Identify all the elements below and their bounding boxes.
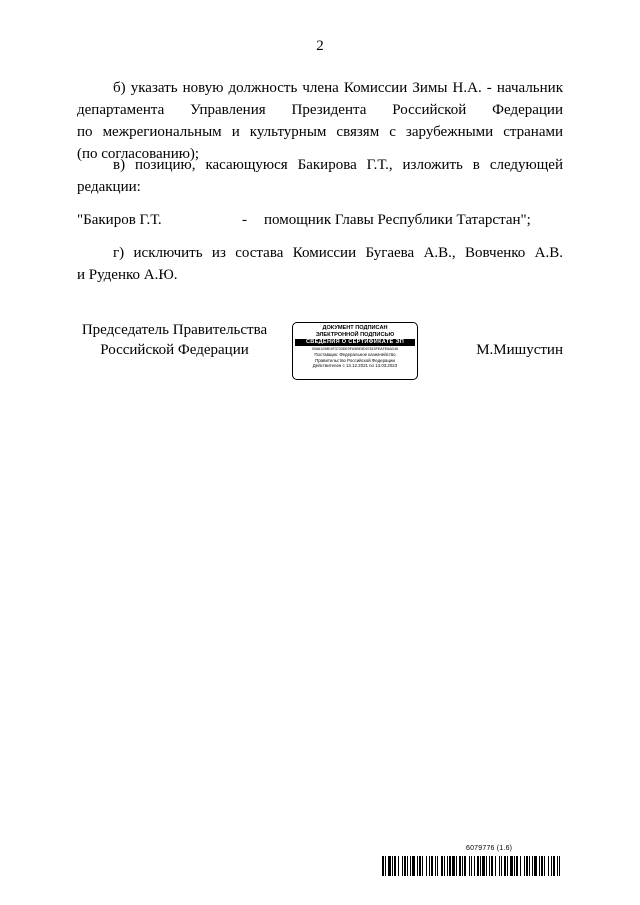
- barcode: [382, 856, 563, 876]
- signatory-name: М.Мишустин: [476, 342, 563, 358]
- stamp-certificate-band: СВЕДЕНИЯ О СЕРТИФИКАТЕ ЭП: [295, 339, 415, 346]
- stamp-line-1: ДОКУМЕНТ ПОДПИСАН: [322, 325, 388, 331]
- paragraph-g-line-1: г) исключить из состава Комиссии Бугаева А.В., Вовченко А.В.: [113, 245, 563, 261]
- paragraph-b-line-4: (по согласованию);: [77, 146, 200, 162]
- paragraph-v-line-1: в) позицию, касающуюся Бакирова Г.Т., изложить в следующей: [113, 157, 563, 173]
- paragraph-b-line-1: б) указать новую должность члена Комиссии Зимы Н.А. - начальник: [113, 80, 563, 96]
- quoted-entry-dash: -: [242, 212, 247, 228]
- stamp-serial-number: 00A61298E4F3733DE0FA5BE5D97815FEAFE6AD46: [311, 347, 399, 351]
- paragraph-b-line-2: департамента Управления Президента Российской Федерации: [77, 102, 563, 118]
- paragraph-b: [77, 77, 563, 165]
- paragraph-g: [77, 242, 563, 286]
- quoted-entry-position: помощник Главы Республики Татарстан";: [264, 212, 531, 228]
- stamp-validity: Действителен с 13.12.2021 по 13.03.2023: [312, 363, 398, 369]
- quoted-entry-name: "Бакиров Г.Т.: [77, 212, 162, 228]
- signatory-title: [77, 320, 272, 360]
- stamp-supplier-line-2: Правительство Российской Федерации: [315, 357, 395, 363]
- paragraph-b-line-3: по межрегиональным и культурным связям с зарубежными странами: [77, 124, 563, 140]
- signatory-title-line-1: Председатель Правительства: [81, 322, 268, 338]
- electronic-signature-stamp: [292, 322, 418, 380]
- stamp-supplier-line-1: Поставщик: Федеральное казначейство: [314, 352, 396, 357]
- paragraph-g-line-2: и Руденко А.Ю.: [77, 267, 178, 283]
- paragraph-v-line-2: редакции:: [77, 179, 141, 195]
- stamp-line-2: ЭЛЕКТРОННОЙ ПОДПИСЬЮ: [315, 331, 395, 338]
- paragraph-v: [77, 154, 563, 198]
- page-number: 2: [316, 38, 324, 54]
- signatory-title-line-2: Российской Федерации: [100, 342, 249, 358]
- document-code: 6079776 (1.6): [466, 845, 513, 852]
